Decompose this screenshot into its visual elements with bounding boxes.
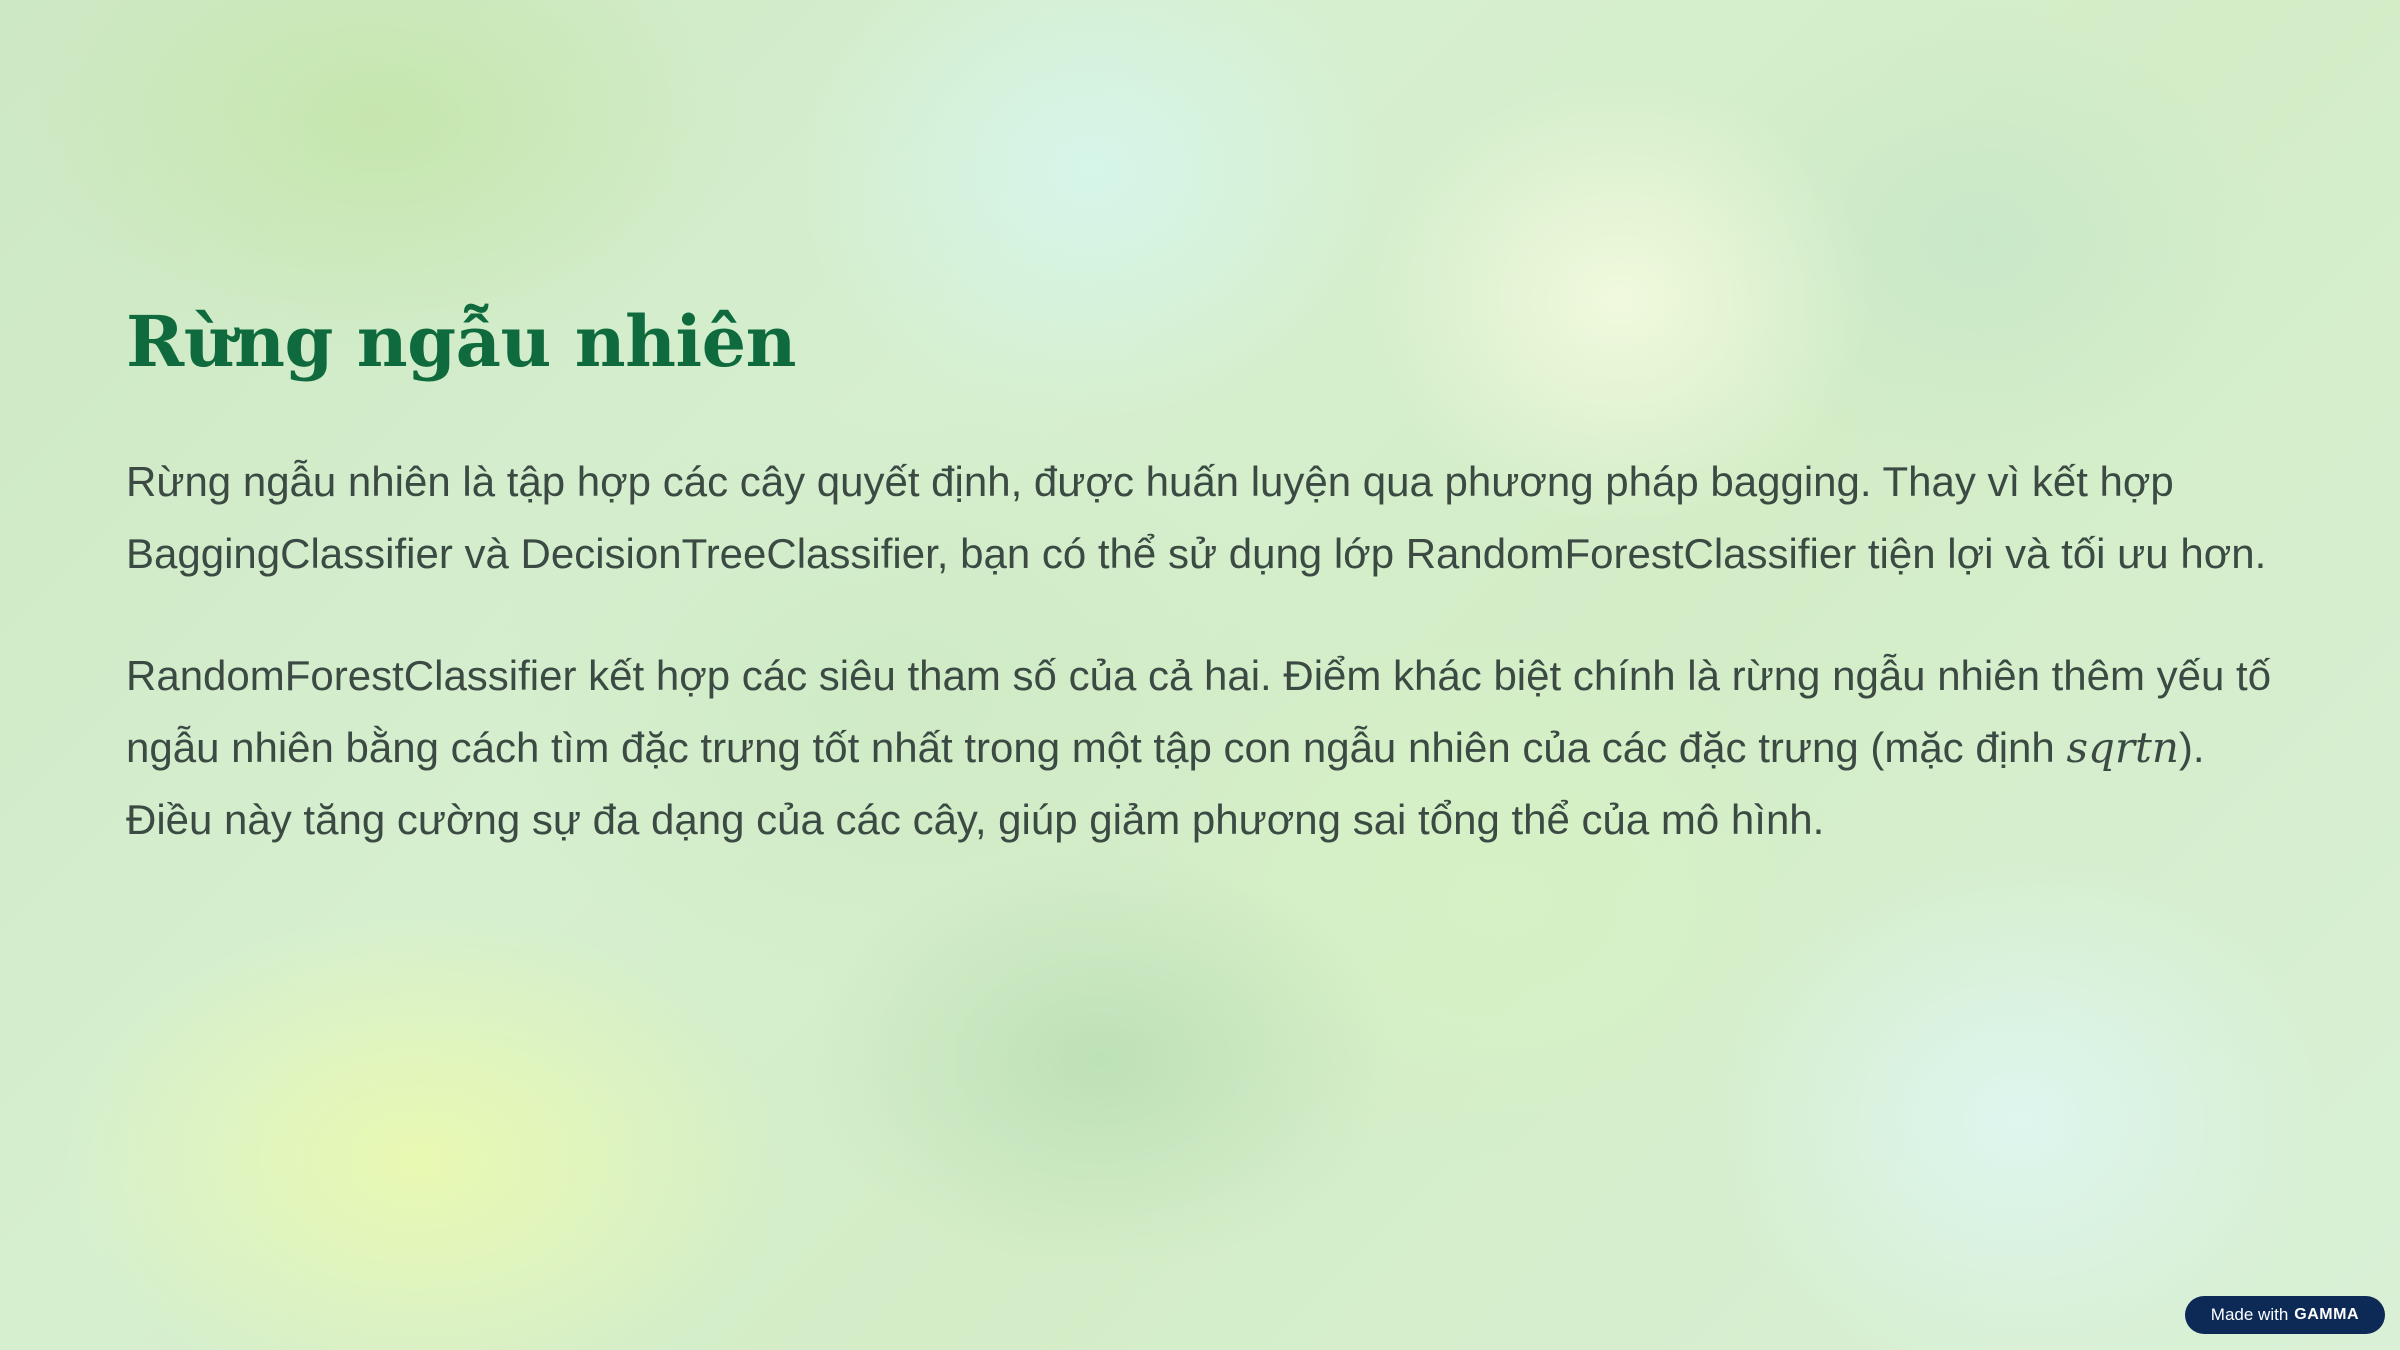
made-with-gamma-badge[interactable]: [2185, 1296, 2385, 1334]
paragraph-1: Rừng ngẫu nhiên là tập hợp các cây quyết định, được huấn luyện qua phương pháp bagging. Thay vì kết hợp BaggingClassifier và DecisionTreeClassifier, bạn có thể sử dụng lớp RandomForestClassifier tiện lợi và tối ưu hơn.: [126, 458, 2267, 577]
paragraph-2-text-start: RandomForestClassifier kết hợp các siêu tham số của cả hai. Điểm khác biệt chính là rừng ngẫu nhiên thêm yếu tố ngẫu nhiên bằng cách tìm đặc trưng tốt nhất trong một tập con ngẫu nhiên của các đặc trưng (mặc định: [126, 652, 2272, 771]
math-sqrtn: sqrtn: [2066, 723, 2179, 772]
gamma-logo-text: GAMMA: [2294, 1306, 2359, 1323]
badge-prefix: Made with: [2210, 1305, 2289, 1324]
slide-title: Rừng ngẫu nhiên: [126, 300, 797, 383]
slide-content: [126, 300, 2286, 856]
paragraph-2-text-end: ). Điều này tăng cường sự đa dạng của các cây, giúp giảm phương sai tổng thể của mô hình.: [126, 724, 2205, 843]
paragraph-2: [126, 640, 2286, 856]
